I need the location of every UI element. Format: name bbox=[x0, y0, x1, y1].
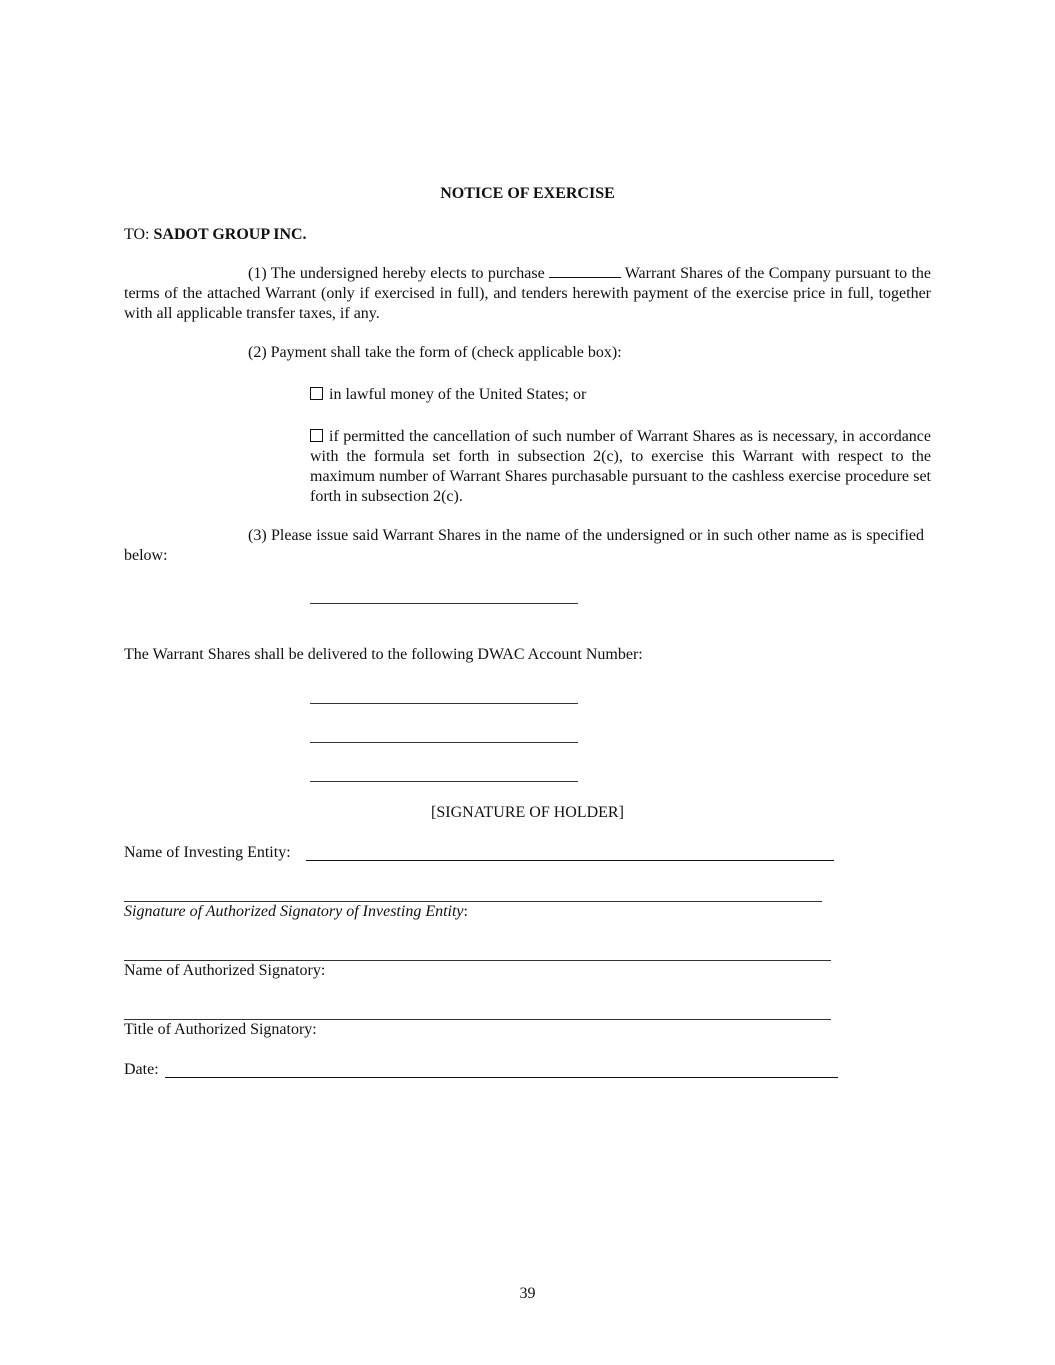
to-label: TO: bbox=[124, 226, 150, 243]
signature-field bbox=[124, 902, 468, 922]
dwac-line-3[interactable] bbox=[310, 781, 578, 782]
signature-colon: : bbox=[463, 903, 468, 920]
paragraph-1-start: (1) The undersigned hereby elects to purchase bbox=[248, 265, 545, 282]
dwac-instruction: The Warrant Shares shall be delivered to the following DWAC Account Number: bbox=[124, 646, 643, 663]
page-title: NOTICE OF EXERCISE bbox=[440, 185, 615, 202]
paragraph-3: (3) Please issue said Warrant Shares in the name of the undersigned or in such other name as is specified below: bbox=[124, 527, 924, 564]
option-cash-text: in lawful money of the United States; or bbox=[329, 386, 587, 403]
investing-entity-line[interactable] bbox=[306, 860, 834, 861]
signature-label: Signature of Authorized Signatory of Investing Entity bbox=[124, 903, 464, 920]
paragraph-1 bbox=[124, 263, 931, 324]
issue-name-line[interactable] bbox=[310, 603, 578, 604]
date-label: Date: bbox=[124, 1061, 159, 1078]
paragraph-2: (2) Payment shall take the form of (check applicable box): bbox=[248, 344, 622, 361]
payment-option-cashless bbox=[310, 427, 931, 507]
page-number: 39 bbox=[519, 1285, 536, 1302]
share-quantity-blank[interactable] bbox=[549, 263, 621, 278]
dwac-line-1[interactable] bbox=[310, 703, 578, 704]
addressee-line bbox=[124, 225, 307, 245]
payment-option-cash bbox=[310, 385, 931, 405]
dwac-line-2[interactable] bbox=[310, 742, 578, 743]
investing-entity-field bbox=[124, 843, 291, 863]
investing-entity-label: Name of Investing Entity: bbox=[124, 844, 291, 861]
checkbox-cash[interactable] bbox=[310, 387, 323, 400]
authorized-title-label: Title of Authorized Signatory: bbox=[124, 1021, 317, 1038]
authorized-name-label: Name of Authorized Signatory: bbox=[124, 962, 326, 979]
signature-of-holder-heading: [SIGNATURE OF HOLDER] bbox=[431, 804, 624, 821]
option-cashless-text: if permitted the cancellation of such number of Warrant Shares as is necessary, in accordance with the formula set forth in subsection 2(c), to exercise this Warrant with respect to the maximum number of Warrant Shares purchasable pursuant to the cashless exercise procedure set forth in subsection 2(c). bbox=[310, 428, 931, 505]
paragraph-1-end: Warrant Shares of the Company pursuant to the terms of the attached Warrant (only if exercised in full), and tenders herewith payment of the exercise price in full, together with all applicable transfer taxes, if any. bbox=[124, 265, 932, 322]
company-name: SADOT GROUP INC. bbox=[153, 226, 307, 243]
checkbox-cashless[interactable] bbox=[310, 429, 323, 442]
date-line[interactable] bbox=[165, 1077, 838, 1078]
